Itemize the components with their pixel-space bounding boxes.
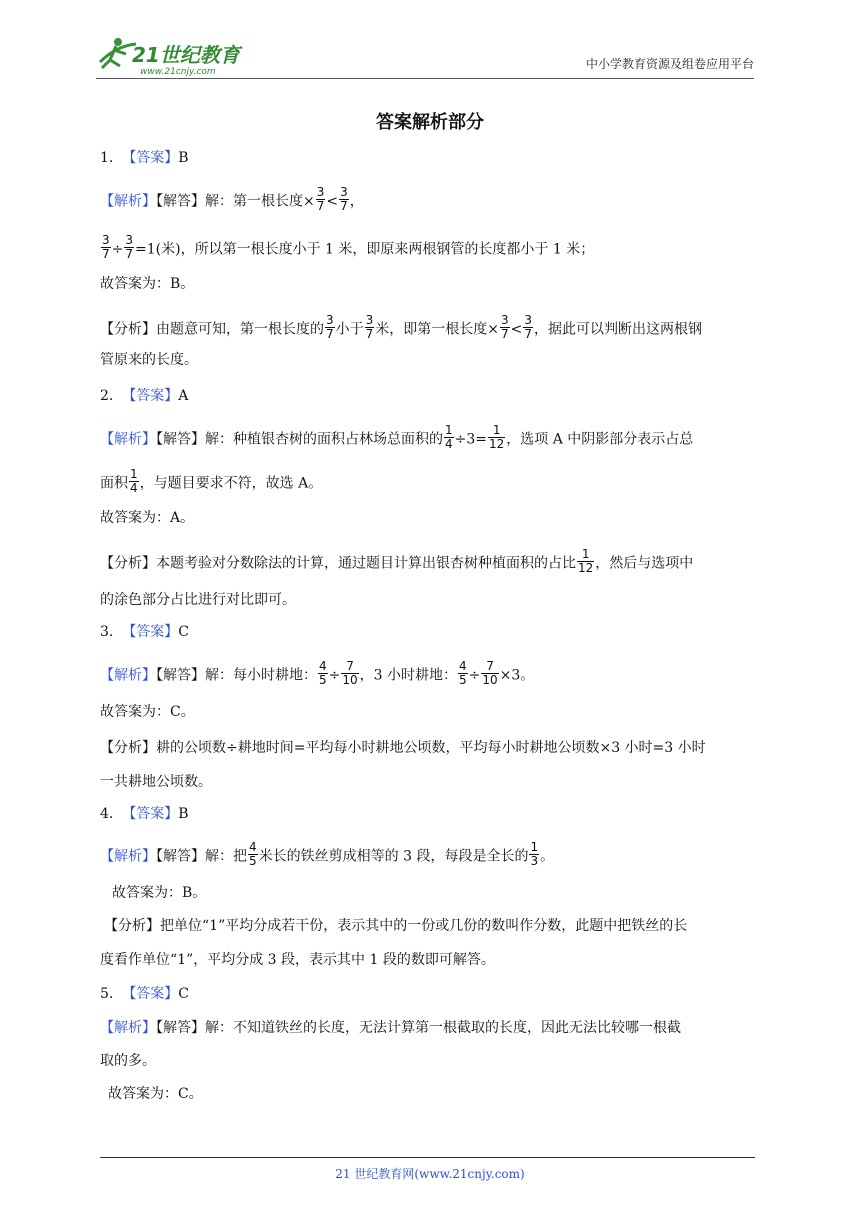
q1-analysis-line: 【解析】【解答】解：第一根长度× $\frac{3}{7}$ < $\frac{3}{7}$ ，	[100, 185, 364, 213]
q4-result: 故答案为：B。	[112, 885, 207, 901]
q2-result: 故答案为：A。	[100, 510, 195, 526]
q1-fenxi-line: 【分析】由题意可知，第一根长度的 $\frac{3}{7}$ 小于 $\frac{3}{7}$ 米，即第一根长度× $\frac{3}{7}$ < $\frac{3}{7}$ ，据此可以判断出这两根钢	[100, 313, 703, 341]
q3-fenxi-line: 【分析】耕的公顷数÷耕地时间=平均每小时耕地公顷数，平均每小时耕地公顷数×3 小时=3 小时	[100, 740, 706, 756]
page-header	[96, 30, 754, 79]
page-title: 答案解析部分	[376, 112, 484, 133]
q3-result: 故答案为：C。	[100, 704, 195, 720]
logo	[96, 32, 266, 76]
q4-analysis-line: 【解析】【解答】解：把 $\frac{4}{5}$ 米长的铁丝剪成相等的 3 段，每段是全长的 $\frac{1}{3}$ 。	[100, 840, 555, 868]
q3-answer-line: 3. 【答案】C	[100, 624, 189, 640]
q2-fenxi-cont: 的涂色部分占比进行对比即可。	[100, 592, 296, 608]
q4-answer-line: 4. 【答案】B	[100, 806, 189, 822]
q3-fenxi-cont: 一共耕地公顷数。	[100, 774, 212, 790]
q1-answer-line: 1. 【答案】B	[100, 150, 189, 166]
q5-analysis-line: 【解析】【解答】解：不知道铁丝的长度，无法计算第一根截取的长度，因此无法比较哪一根截	[100, 1020, 681, 1036]
platform-name: 中小学教育资源及组卷应用平台	[585, 57, 754, 71]
q2-fenxi-line: 【分析】本题考验对分数除法的计算，通过题目计算出银杏树种植面积的占比 $\frac{1}{12}$ ，然后与选项中	[100, 547, 694, 575]
q4-fenxi-cont: 度看作单位“1”，平均分成 3 段，表示其中 1 段的数即可解答。	[100, 952, 495, 968]
q2-analysis-line: 【解析】【解答】解：种植银杏树的面积占林场总面积的 $\frac{1}{4}$ ÷3= $\frac{1}{12}$ ，选项 A 中阴影部分表示占总	[100, 423, 694, 451]
q2-answer-line: 2. 【答案】A	[100, 388, 189, 404]
q5-result: 故答案为：C。	[108, 1086, 203, 1102]
q1-calc-line: $\frac{3}{7}$ ÷ $\frac{3}{7}$ =1(米)，所以第一根长度小于 1 米，即原来两根钢管的长度都小于 1 米；	[102, 233, 595, 261]
q5-answer-line: 5. 【答案】C	[100, 986, 189, 1002]
footer-link[interactable]: 21 世纪教育网(www.21cnjy.com)	[335, 1167, 525, 1181]
q1-result: 故答案为：B。	[100, 276, 195, 292]
q3-analysis-line: 【解析】【解答】解：每小时耕地： $\frac{4}{5}$ ÷ $\frac{7}{10}$ ，3 小时耕地： $\frac{4}{5}$ ÷ $\frac{7}{10}$ ×3。	[100, 659, 535, 687]
logo-text: 21世纪教育	[132, 43, 240, 67]
q1-fenxi-cont: 管原来的长度。	[100, 352, 198, 368]
q4-fenxi-line: 【分析】把单位“1”平均分成若干份，表示其中的一份或几份的数叫作分数，此题中把铁丝的长	[104, 918, 688, 934]
q5-analysis-cont: 取的多。	[100, 1053, 156, 1069]
q2-analysis-cont: 面积 $\frac{1}{4}$ ，与题目要求不符，故选 A。	[100, 467, 323, 495]
footer-divider	[100, 1157, 755, 1158]
logo-url: www.21cnjy.com	[140, 67, 216, 76]
